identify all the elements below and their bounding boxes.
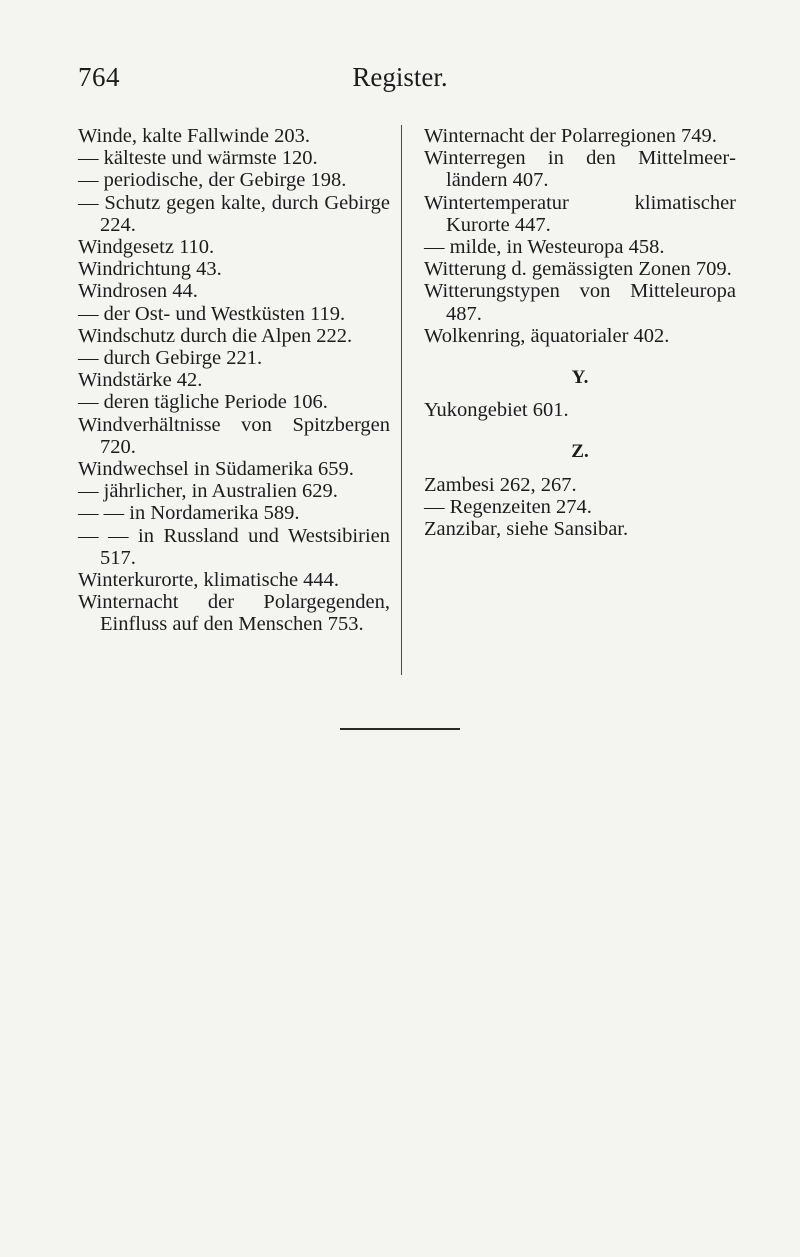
left-column <box>78 125 390 636</box>
index-entry: — Schutz gegen kalte, durch Gebirge 224. <box>78 191 390 236</box>
index-entry: — der Ost- und Westküsten 119. <box>78 302 346 325</box>
index-entry: — deren tägliche Periode 106. <box>78 391 328 414</box>
section-heading-y: Y. <box>571 367 589 389</box>
index-entry: — milde, in Westeuropa 458. <box>424 236 665 259</box>
index-entry: Windrosen 44. <box>78 280 198 303</box>
index-entry: Wolkenring, äquatorialer 402. <box>424 324 670 347</box>
index-entry: Windrichtung 43. <box>78 258 222 281</box>
end-rule <box>340 728 460 730</box>
page-number: 764 <box>78 62 120 92</box>
index-entry: Windverhältnisse von Spitzbergen 720. <box>78 413 390 458</box>
index-entry: — — in Russland und Westsibirien 517. <box>78 524 390 569</box>
index-entry: Windwechsel in Südamerika 659. <box>78 458 354 481</box>
index-entry: Windschutz durch die Alpen 222. <box>78 324 353 347</box>
index-entry: Winterkurorte, klimatische 444. <box>78 569 340 592</box>
index-entry: Winde, kalte Fallwinde 203. <box>78 125 311 147</box>
index-entry: Witterungstypen von Mitteleuropa 487. <box>424 280 736 325</box>
index-entry: Windgesetz 110. <box>78 236 215 259</box>
index-entry: Winternacht der Polarregionen 749. <box>424 125 717 147</box>
section-heading-z: Z. <box>571 441 589 463</box>
page-title: Register. <box>352 62 448 92</box>
index-entry: Windstärke 42. <box>78 369 203 392</box>
index-entry: — periodische, der Gebirge 198. <box>78 169 347 192</box>
index-entry: Zanzibar, siehe Sansibar. <box>424 518 629 541</box>
right-column <box>424 125 736 540</box>
column-divider <box>401 125 402 675</box>
index-entry: Wintertemperatur klimatischer Kurorte 447. <box>424 191 736 236</box>
index-entry: — kälteste und wärmste 120. <box>78 147 318 170</box>
index-entry: — — in Nordamerika 589. <box>78 502 300 525</box>
index-entry: — durch Gebirge 221. <box>78 347 263 370</box>
index-entry: — jährlicher, in Australien 629. <box>78 480 338 503</box>
index-entry: Witterung d. gemässigten Zonen 709. <box>424 258 732 281</box>
index-entry: Winternacht der Polargegenden, Einfluss auf den Menschen 753. <box>78 591 390 636</box>
index-entry: Winterregen in den Mittelmeerländern 407. <box>424 147 736 192</box>
index-entry: Zambesi 262, 267. <box>424 473 577 496</box>
index-entry: — Regenzeiten 274. <box>424 495 592 518</box>
index-entry: Yukongebiet 601. <box>424 399 569 422</box>
